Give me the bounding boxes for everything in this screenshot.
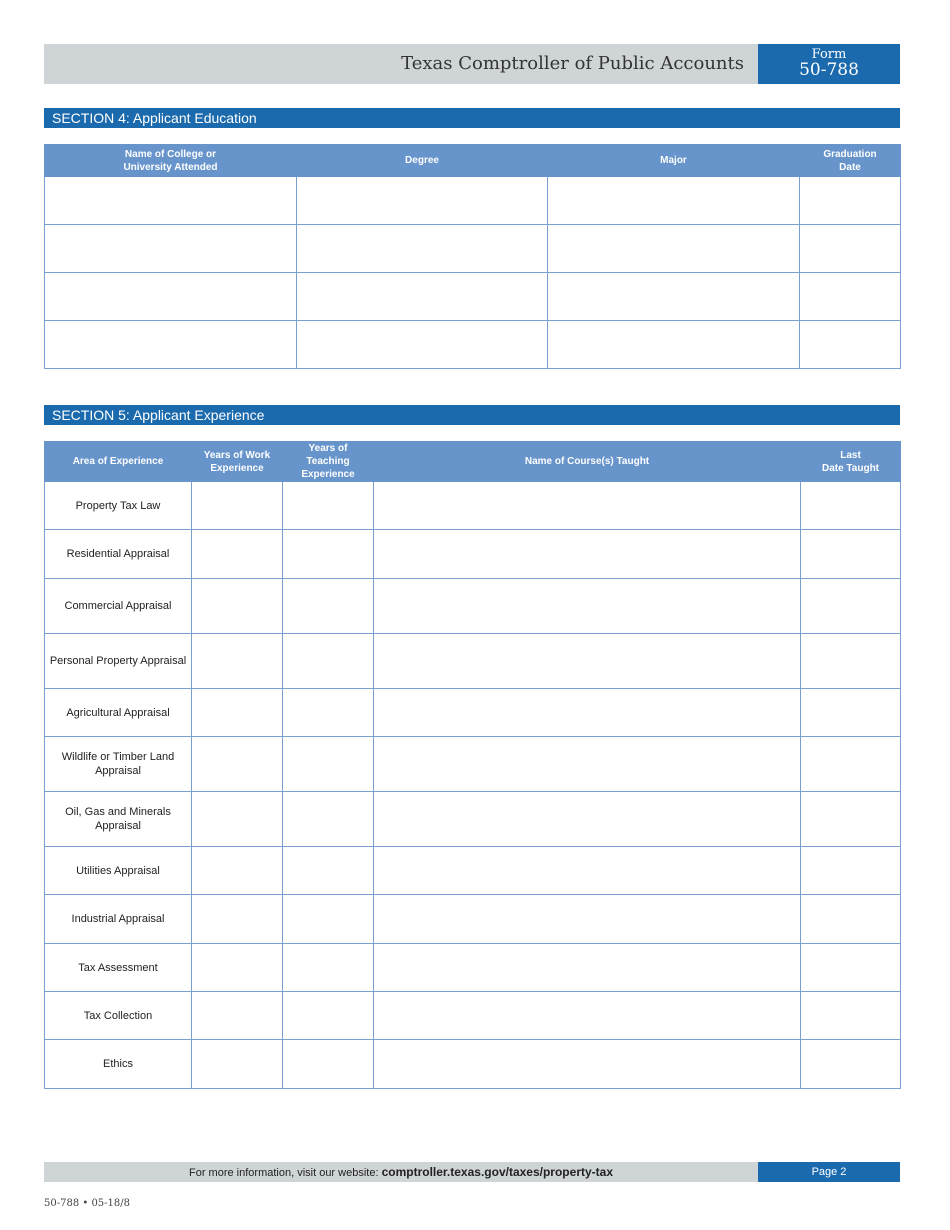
table-row [45,321,901,369]
work-years-field[interactable] [192,895,283,944]
area-label: Wildlife or Timber Land Appraisal [45,737,192,792]
table-row [45,944,901,992]
courses-field[interactable] [374,895,801,944]
work-years-field[interactable] [192,530,283,579]
col-college: Name of College or University Attended [45,145,297,177]
form-number-badge [758,44,900,84]
last-date-field[interactable] [801,847,901,895]
courses-field[interactable] [374,482,801,530]
col-area: Area of Experience [45,442,192,482]
last-date-field[interactable] [801,689,901,737]
graduation-date-field[interactable] [800,225,901,273]
college-field[interactable] [45,273,297,321]
area-label: Industrial Appraisal [45,895,192,944]
degree-field[interactable] [297,177,548,225]
work-years-field[interactable] [192,482,283,530]
teaching-years-field[interactable] [283,992,374,1040]
last-date-field[interactable] [801,737,901,792]
college-field[interactable] [45,321,297,369]
major-field[interactable] [548,225,800,273]
form-code: 50-788 • 05-18/8 [44,1198,131,1209]
table-row [45,1040,901,1089]
courses-field[interactable] [374,992,801,1040]
table-row [45,273,901,321]
teaching-years-field[interactable] [283,895,374,944]
col-teaching-years: Years of Teaching Experience [283,442,374,482]
col-degree: Degree [297,145,548,177]
teaching-years-field[interactable] [283,847,374,895]
area-label: Tax Assessment [45,944,192,992]
courses-field[interactable] [374,944,801,992]
table-row [45,847,901,895]
table-row [45,482,901,530]
col-work-years: Years of Work Experience [192,442,283,482]
table-row [45,792,901,847]
degree-field[interactable] [297,321,548,369]
degree-field[interactable] [297,273,548,321]
major-field[interactable] [548,273,800,321]
education-table [44,144,901,369]
teaching-years-field[interactable] [283,689,374,737]
teaching-years-field[interactable] [283,792,374,847]
teaching-years-field[interactable] [283,530,374,579]
courses-field[interactable] [374,530,801,579]
graduation-date-field[interactable] [800,321,901,369]
work-years-field[interactable] [192,737,283,792]
area-label: Residential Appraisal [45,530,192,579]
courses-field[interactable] [374,689,801,737]
degree-field[interactable] [297,225,548,273]
agency-title: Texas Comptroller of Public Accounts [401,53,744,74]
courses-field[interactable] [374,1040,801,1089]
teaching-years-field[interactable] [283,634,374,689]
area-label: Oil, Gas and Minerals Appraisal [45,792,192,847]
major-field[interactable] [548,321,800,369]
last-date-field[interactable] [801,944,901,992]
last-date-field[interactable] [801,579,901,634]
section4-title: SECTION 4: Applicant Education [44,108,900,128]
courses-field[interactable] [374,579,801,634]
last-date-field[interactable] [801,482,901,530]
col-graduation-date: Graduation Date [800,145,901,177]
work-years-field[interactable] [192,944,283,992]
major-field[interactable] [548,177,800,225]
work-years-field[interactable] [192,847,283,895]
last-date-field[interactable] [801,1040,901,1089]
table-row [45,530,901,579]
area-label: Commercial Appraisal [45,579,192,634]
courses-field[interactable] [374,634,801,689]
last-date-field[interactable] [801,992,901,1040]
work-years-field[interactable] [192,992,283,1040]
table-row [45,634,901,689]
table-row [45,689,901,737]
courses-field[interactable] [374,737,801,792]
col-major: Major [548,145,800,177]
last-date-field[interactable] [801,792,901,847]
courses-field[interactable] [374,847,801,895]
teaching-years-field[interactable] [283,737,374,792]
work-years-field[interactable] [192,689,283,737]
area-label: Tax Collection [45,992,192,1040]
section5-title: SECTION 5: Applicant Experience [44,405,900,425]
area-label: Property Tax Law [45,482,192,530]
graduation-date-field[interactable] [800,177,901,225]
last-date-field[interactable] [801,530,901,579]
work-years-field[interactable] [192,634,283,689]
work-years-field[interactable] [192,579,283,634]
table-row [45,992,901,1040]
area-label: Utilities Appraisal [45,847,192,895]
col-courses: Name of Course(s) Taught [374,442,801,482]
col-last-date: Last Date Taught [801,442,901,482]
last-date-field[interactable] [801,634,901,689]
page-number: Page 2 [758,1162,900,1182]
experience-table [44,441,901,1089]
graduation-date-field[interactable] [800,273,901,321]
last-date-field[interactable] [801,895,901,944]
table-row [45,225,901,273]
website-link[interactable]: comptroller.texas.gov/taxes/property-tax [381,1165,613,1179]
college-field[interactable] [45,177,297,225]
footer-info [44,1162,758,1182]
teaching-years-field[interactable] [283,1040,374,1089]
form-number: 50-788 [799,60,859,80]
area-label: Personal Property Appraisal [45,634,192,689]
table-row [45,579,901,634]
area-label: Ethics [45,1040,192,1089]
table-row [45,177,901,225]
table-row [45,895,901,944]
footer-info-text: For more information, visit our website: [189,1167,382,1179]
work-years-field[interactable] [192,1040,283,1089]
work-years-field[interactable] [192,792,283,847]
teaching-years-field[interactable] [283,944,374,992]
form-label: Form [811,47,847,62]
courses-field[interactable] [374,792,801,847]
teaching-years-field[interactable] [283,579,374,634]
area-label: Agricultural Appraisal [45,689,192,737]
table-row [45,737,901,792]
teaching-years-field[interactable] [283,482,374,530]
college-field[interactable] [45,225,297,273]
